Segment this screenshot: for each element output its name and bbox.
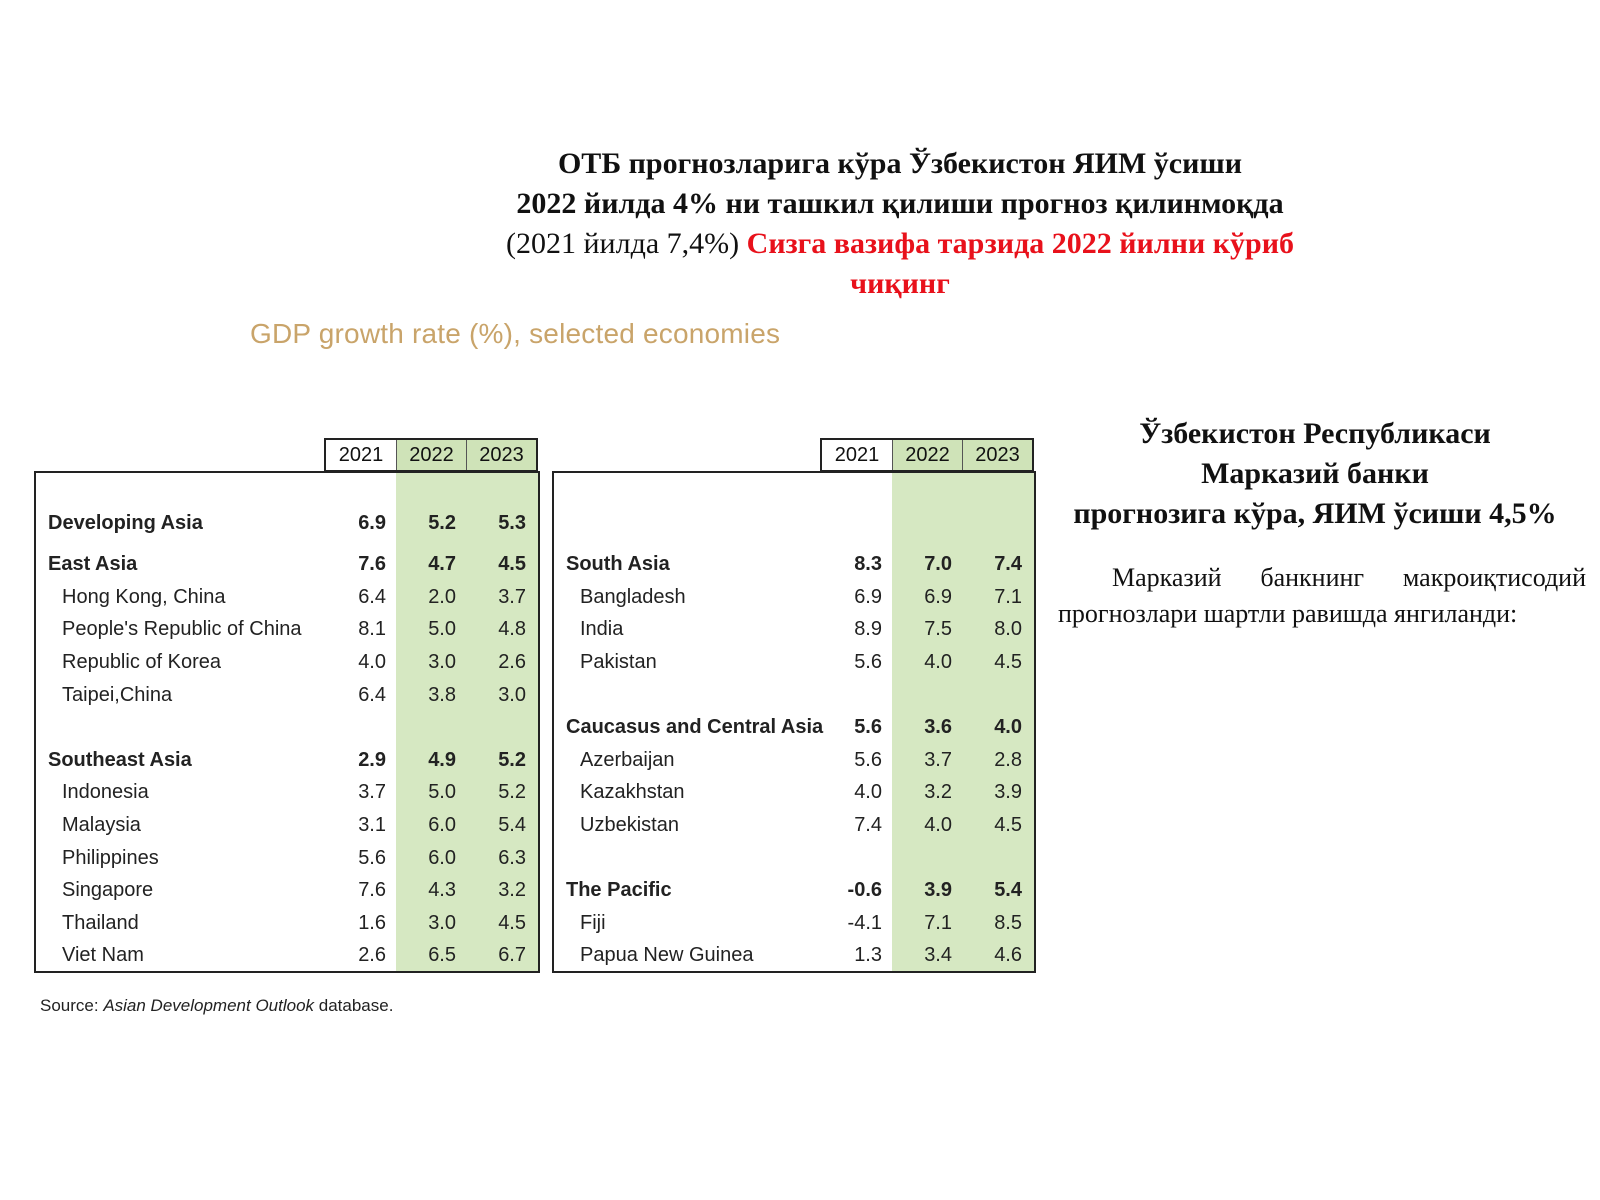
value-2021: 2.6 bbox=[358, 944, 386, 967]
value-2023: 5.4 bbox=[498, 813, 526, 836]
row-label: Papua New Guinea bbox=[580, 944, 754, 967]
value-2021: 3.7 bbox=[358, 781, 386, 804]
value-2021: 7.6 bbox=[358, 553, 386, 576]
value-2023: 8.0 bbox=[994, 618, 1022, 641]
source-suffix: database. bbox=[314, 996, 394, 1015]
heading-line-3-plain: (2021 йилда 7,4%) bbox=[506, 227, 747, 260]
central-bank-title-line-1: Ўзбекистон Республикаси bbox=[1139, 417, 1491, 450]
value-2021: -4.1 bbox=[847, 911, 882, 934]
value-2021: 1.6 bbox=[358, 911, 386, 934]
value-2023: 4.5 bbox=[498, 553, 526, 576]
row-label: India bbox=[580, 618, 624, 641]
row-label: Hong Kong, China bbox=[62, 585, 226, 608]
heading-line-3 bbox=[400, 224, 1400, 264]
value-2023: 2.6 bbox=[498, 650, 526, 673]
source-title: Asian Development Outlook bbox=[103, 996, 315, 1015]
value-2022: 2.0 bbox=[428, 585, 456, 608]
row-label: Developing Asia bbox=[48, 511, 203, 534]
heading-line-1: ОТБ прогнозларига кўра Ўзбекистон ЯИМ ўсиши bbox=[557, 147, 1243, 180]
value-2021: 8.3 bbox=[854, 553, 882, 576]
value-2023: 4.0 bbox=[994, 716, 1022, 739]
value-2022: 4.7 bbox=[428, 553, 456, 576]
value-2023: 6.7 bbox=[498, 944, 526, 967]
central-bank-body: Марказий банкнинг макроиқтисодий прогнозлари шартли равишда янгиланди: bbox=[1058, 563, 1586, 628]
value-2022: 3.2 bbox=[924, 781, 952, 804]
slide-heading bbox=[400, 144, 1400, 304]
left-header-2021: 2021 bbox=[338, 444, 384, 466]
value-2021: 3.1 bbox=[358, 813, 386, 836]
left-header-2023: 2023 bbox=[466, 440, 536, 470]
row-label: Azerbaijan bbox=[580, 748, 675, 771]
value-2023: 5.3 bbox=[498, 511, 526, 534]
value-2021: 6.9 bbox=[358, 511, 386, 534]
value-2021: 4.0 bbox=[854, 781, 882, 804]
right-header-2022: 2022 bbox=[892, 440, 962, 470]
value-2021: 8.9 bbox=[854, 618, 882, 641]
value-2023: 4.5 bbox=[994, 650, 1022, 673]
value-2022: 3.8 bbox=[428, 683, 456, 706]
value-2022: 6.0 bbox=[428, 846, 456, 869]
value-2022: 3.4 bbox=[924, 944, 952, 967]
row-label: Uzbekistan bbox=[580, 813, 679, 836]
row-label: Kazakhstan bbox=[580, 781, 685, 804]
row-label: Bangladesh bbox=[580, 585, 686, 608]
right-header-2021: 2021 bbox=[834, 444, 880, 466]
value-2023: 2.8 bbox=[994, 748, 1022, 771]
central-bank-title-line-3: прогнозига кўра, ЯИМ ўсиши 4,5% bbox=[1073, 497, 1557, 530]
value-2021: 5.6 bbox=[854, 748, 882, 771]
value-2021: 6.4 bbox=[358, 683, 386, 706]
value-2023: 3.7 bbox=[498, 585, 526, 608]
source-prefix: Source: bbox=[40, 996, 104, 1015]
value-2022: 4.0 bbox=[924, 813, 952, 836]
value-2021: 5.6 bbox=[854, 650, 882, 673]
row-label: Indonesia bbox=[62, 781, 149, 804]
value-2023: 5.2 bbox=[498, 781, 526, 804]
value-2022: 3.0 bbox=[428, 911, 456, 934]
value-2022: 3.7 bbox=[924, 748, 952, 771]
value-2023: 6.3 bbox=[498, 846, 526, 869]
row-label: Viet Nam bbox=[62, 944, 144, 967]
source-note bbox=[40, 996, 393, 1016]
central-bank-title bbox=[1040, 414, 1590, 534]
value-2021: 6.4 bbox=[358, 585, 386, 608]
left-header-2022: 2022 bbox=[396, 440, 466, 470]
heading-line-4: чиқинг bbox=[850, 267, 950, 300]
value-2023: 5.4 bbox=[994, 879, 1022, 902]
value-2021: 7.6 bbox=[358, 879, 386, 902]
row-label: Taipei,China bbox=[62, 683, 173, 706]
value-2022: 4.9 bbox=[428, 748, 456, 771]
row-label: Caucasus and Central Asia bbox=[566, 716, 824, 739]
value-2022: 3.6 bbox=[924, 716, 952, 739]
value-2023: 7.1 bbox=[994, 585, 1022, 608]
value-2022: 7.0 bbox=[924, 553, 952, 576]
row-label: Malaysia bbox=[62, 813, 141, 836]
row-label: South Asia bbox=[566, 553, 670, 576]
value-2022: 6.5 bbox=[428, 944, 456, 967]
value-2022: 4.3 bbox=[428, 879, 456, 902]
row-label: East Asia bbox=[48, 553, 138, 576]
table-caption: GDP growth rate (%), selected economies bbox=[250, 318, 781, 349]
value-2021: 7.4 bbox=[854, 813, 882, 836]
value-2023: 5.2 bbox=[498, 748, 526, 771]
row-label: Pakistan bbox=[580, 650, 657, 673]
value-2022: 6.9 bbox=[924, 585, 952, 608]
row-label: The Pacific bbox=[566, 879, 672, 902]
heading-line-3-red: Сизга вазифа тарзида 2022 йилни кўриб bbox=[746, 227, 1294, 260]
left-table-header bbox=[324, 438, 538, 472]
value-2023: 4.5 bbox=[498, 911, 526, 934]
value-2021: 4.0 bbox=[358, 650, 386, 673]
right-header-2023: 2023 bbox=[962, 440, 1032, 470]
value-2022: 3.0 bbox=[428, 650, 456, 673]
value-2023: 3.9 bbox=[994, 781, 1022, 804]
row-label: People's Republic of China bbox=[62, 618, 302, 641]
value-2022: 5.2 bbox=[428, 511, 456, 534]
value-2022: 6.0 bbox=[428, 813, 456, 836]
central-bank-title-line-2: Марказий банки bbox=[1201, 457, 1429, 490]
value-2021: 5.6 bbox=[358, 846, 386, 869]
value-2023: 4.5 bbox=[994, 813, 1022, 836]
value-2021: 1.3 bbox=[854, 944, 882, 967]
value-2021: -0.6 bbox=[847, 879, 882, 902]
value-2021: 5.6 bbox=[854, 716, 882, 739]
value-2023: 4.8 bbox=[498, 618, 526, 641]
heading-line-2: 2022 йилда 4% ни ташкил қилиши прогноз қилинмоқда bbox=[516, 187, 1284, 220]
value-2022: 3.9 bbox=[924, 879, 952, 902]
value-2022: 4.0 bbox=[924, 650, 952, 673]
value-2023: 4.6 bbox=[994, 944, 1022, 967]
value-2021: 6.9 bbox=[854, 585, 882, 608]
value-2023: 7.4 bbox=[994, 553, 1022, 576]
row-label: Republic of Korea bbox=[62, 650, 221, 673]
right-table-header bbox=[820, 438, 1034, 472]
value-2022: 7.1 bbox=[924, 911, 952, 934]
value-2023: 3.0 bbox=[498, 683, 526, 706]
row-label: Singapore bbox=[62, 879, 154, 902]
row-label: Philippines bbox=[62, 846, 159, 869]
value-2021: 2.9 bbox=[358, 748, 386, 771]
value-2022: 5.0 bbox=[428, 618, 456, 641]
value-2023: 8.5 bbox=[994, 911, 1022, 934]
value-2021: 8.1 bbox=[358, 618, 386, 641]
value-2023: 3.2 bbox=[498, 879, 526, 902]
value-2022: 7.5 bbox=[924, 618, 952, 641]
row-label: Fiji bbox=[580, 911, 606, 934]
row-label: Thailand bbox=[62, 911, 139, 934]
value-2022: 5.0 bbox=[428, 781, 456, 804]
row-label: Southeast Asia bbox=[48, 748, 192, 771]
